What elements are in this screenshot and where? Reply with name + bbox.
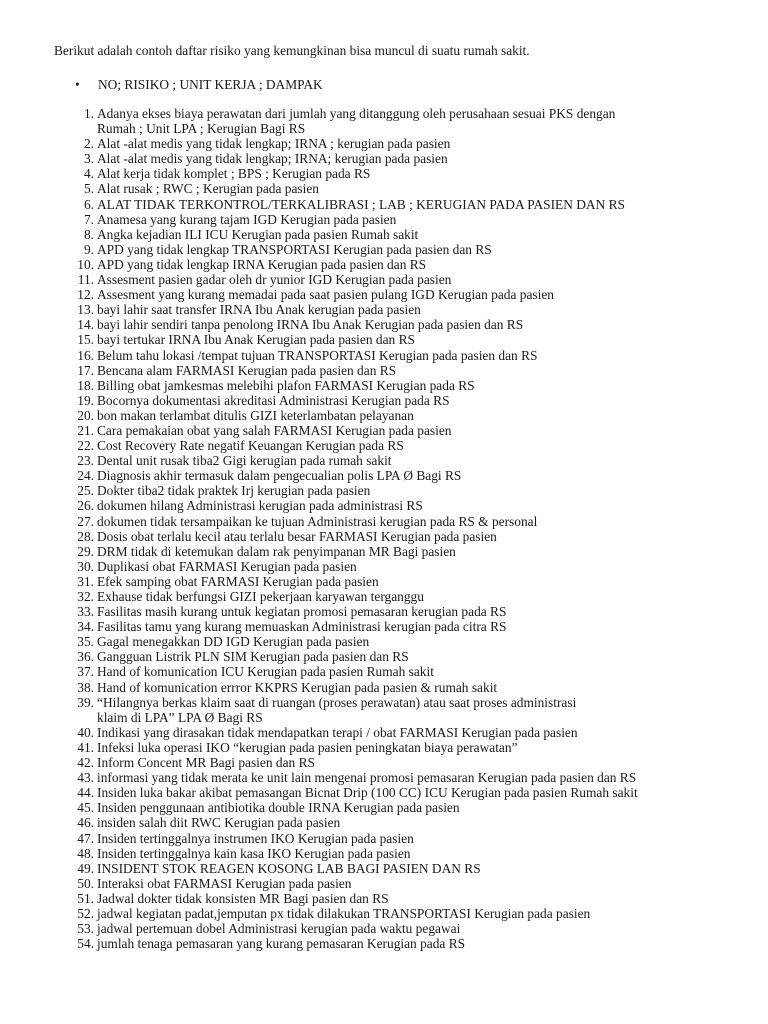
list-item-text: Hand of komunication ICU Kerugian pada pasien Rumah sakit <box>97 664 434 680</box>
list-item-text: Alat -alat medis yang tidak lengkap; IRNA ; kerugian pada pasien <box>97 136 451 152</box>
list-item <box>0 559 768 574</box>
column-header-text: NO; RISIKO ; UNIT KERJA ; DAMPAK <box>98 77 323 92</box>
list-item-text: informasi yang tidak merata ke unit lain mengenai promosi pemasaran Kerugian pada pasien dan RS <box>97 770 637 786</box>
list-item <box>0 604 768 619</box>
list-item <box>0 393 768 408</box>
list-item-text: Dosis obat terlalu kecil atau terlalu besar FARMASI Kerugian pada pasien <box>97 528 497 544</box>
intro-paragraph: Berikut adalah contoh daftar risiko yang kemungkinan bisa muncul di suatu rumah sakit. <box>54 43 530 58</box>
list-item-text: Duplikasi obat FARMASI Kerugian pada pasien <box>97 558 357 574</box>
list-item <box>0 725 768 740</box>
list-item-number: 8. <box>83 226 94 242</box>
list-item <box>0 468 768 483</box>
list-item-text: Dental unit rusak tiba2 Gigi kerugian pada rumah sakit <box>97 453 392 469</box>
list-item-number: 21. <box>77 422 94 438</box>
list-item-text: bayi lahir sendiri tanpa penolong IRNA Ibu Anak Kerugian pada pasien dan RS <box>97 317 524 333</box>
list-item-text: Angka kejadian ILI ICU Kerugian pada pasien Rumah sakit <box>97 226 419 242</box>
list-item <box>0 498 768 513</box>
list-item-text: Alat rusak ; RWC ; Kerugian pada pasien <box>97 181 320 197</box>
risk-list <box>0 106 768 951</box>
list-item <box>0 800 768 815</box>
list-item-text: Gangguan Listrik PLN SIM Kerugian pada pasien dan RS <box>97 649 409 665</box>
list-item-number: 50. <box>77 875 94 891</box>
list-item-number: 16. <box>77 347 94 363</box>
list-item <box>0 363 768 378</box>
list-item <box>0 378 768 393</box>
list-item <box>0 242 768 257</box>
list-item-text: Jadwal dokter tidak konsisten MR Bagi pasien dan RS <box>97 890 389 906</box>
list-item-text: DRM tidak di ketemukan dalam rak penyimpanan MR Bagi pasien <box>97 543 456 559</box>
list-item-text: Bocornya dokumentasi akreditasi Administrasi Kerugian pada RS <box>97 392 450 408</box>
list-item-number: 43. <box>77 770 94 786</box>
list-item-number: 11. <box>77 272 94 288</box>
list-item-number: 46. <box>77 815 94 831</box>
list-item-number: 36. <box>77 649 94 665</box>
list-item-number: 24. <box>77 468 94 484</box>
list-item-text: jadwal kegiatan padat,jemputan px tidak dilakukan TRANSPORTASI Kerugian pada pasien <box>97 905 591 921</box>
list-item <box>0 619 768 634</box>
list-item <box>0 106 768 136</box>
list-item-number: 31. <box>77 573 94 589</box>
list-item-text: Indikasi yang dirasakan tidak mendapatkan terapi / obat FARMASI Kerugian pada pasien <box>97 724 578 740</box>
list-item <box>0 740 768 755</box>
list-item-text: APD yang tidak lengkap TRANSPORTASI Kerugian pada pasien dan RS <box>97 241 492 257</box>
list-item-text: Billing obat jamkesmas melebihi plafon FARMASI Kerugian pada RS <box>97 377 475 393</box>
list-item-number: 32. <box>77 589 94 604</box>
list-item-number: 35. <box>77 634 94 650</box>
list-item-number: 20. <box>77 407 94 423</box>
list-item-number: 38. <box>77 679 94 695</box>
list-item <box>0 529 768 544</box>
list-item-number: 29. <box>77 543 94 559</box>
list-item-text: INSIDENT STOK REAGEN KOSONG LAB BAGI PASIEN DAN RS <box>97 860 481 876</box>
list-item-text: Adanya ekses biaya perawatan dari jumlah yang ditanggung oleh perusahaan sesuai PKS dengan Rumah ; Unit LPA ; Kerugian Bagi RS <box>97 106 616 137</box>
list-item-text: Assesment yang kurang memadai pada saat pasien pulang IGD Kerugian pada pasien <box>97 287 554 303</box>
list-item-number: 28. <box>77 528 94 544</box>
list-item-number: 3. <box>83 151 94 167</box>
list-item-number: 13. <box>77 302 94 318</box>
list-item-number: 25. <box>77 483 94 499</box>
list-item-text: Cost Recovery Rate negatif Keuangan Kerugian pada RS <box>97 438 404 454</box>
list-item-text: Hand of komunication errror KKPRS Kerugian pada pasien & rumah sakit <box>97 679 498 695</box>
list-item <box>0 846 768 861</box>
list-item-number: 19. <box>77 392 94 408</box>
list-item-text: jumlah tenaga pemasaran yang kurang pemasaran Kerugian pada RS <box>97 936 466 952</box>
list-item <box>0 785 768 800</box>
list-item-number: 44. <box>77 785 94 801</box>
list-item-number: 15. <box>77 332 94 348</box>
list-item-text: Alat -alat medis yang tidak lengkap; IRNA; kerugian pada pasien <box>97 151 448 167</box>
list-item-number: 6. <box>83 196 94 212</box>
list-item-text: Dokter tiba2 tidak praktek Irj kerugian pada pasien <box>97 483 371 499</box>
list-item-number: 10. <box>77 256 94 272</box>
list-item <box>0 589 768 604</box>
list-item-text: insiden salah diit RWC Kerugian pada pasien <box>97 815 341 831</box>
list-item <box>0 287 768 302</box>
list-item <box>0 332 768 347</box>
list-item <box>0 755 768 770</box>
list-item <box>0 302 768 317</box>
list-item-number: 53. <box>77 921 94 937</box>
list-item-text: Inform Concent MR Bagi pasien dan RS <box>97 755 315 771</box>
list-item-number: 14. <box>77 317 94 333</box>
list-item-number: 5. <box>83 181 94 197</box>
list-item-number: 23. <box>77 453 94 469</box>
list-item-number: 39. <box>77 694 94 710</box>
list-item <box>0 831 768 846</box>
list-item-number: 9. <box>83 241 94 257</box>
list-item <box>0 197 768 212</box>
list-item <box>0 544 768 559</box>
list-item <box>0 680 768 695</box>
list-item <box>0 408 768 423</box>
list-item-text: Insiden tertinggalnya kain kasa IKO Kerugian pada pasien <box>97 845 411 861</box>
list-item <box>0 861 768 876</box>
list-item <box>0 815 768 830</box>
list-item <box>0 272 768 287</box>
list-item <box>0 514 768 529</box>
list-item-number: 52. <box>77 905 94 921</box>
list-item-number: 7. <box>83 211 94 227</box>
list-item-text: Anamesa yang kurang tajam IGD Kerugian pada pasien <box>97 211 397 227</box>
list-item-text: Diagnosis akhir termasuk dalam pengecualian polis LPA Ø Bagi RS <box>97 468 462 484</box>
list-item <box>0 423 768 438</box>
list-item-text: Insiden penggunaan antibiotika double IRNA Kerugian pada pasien <box>97 800 460 816</box>
list-item-text: Insiden luka bakar akibat pemasangan Bicnat Drip (100 CC) ICU Kerugian pada pasien Rumah sakit <box>97 785 638 801</box>
bullet-icon: • <box>75 77 80 92</box>
list-item <box>0 695 768 725</box>
list-item-number: 1. <box>83 106 94 121</box>
list-item-number: 45. <box>77 800 94 816</box>
list-item <box>0 136 768 151</box>
list-item <box>0 257 768 272</box>
list-item-text: Cara pemakaian obat yang salah FARMASI Kerugian pada pasien <box>97 422 452 438</box>
list-item-number: 42. <box>77 755 94 771</box>
list-item <box>0 227 768 242</box>
list-item <box>0 317 768 332</box>
list-item-text: Assesment pasien gadar oleh dr yunior IGD Kerugian pada pasien <box>97 272 452 288</box>
list-item-number: 47. <box>77 830 94 846</box>
list-item-number: 40. <box>77 724 94 740</box>
list-item-text: dokumen tidak tersampaikan ke tujuan Administrasi kerugian pada RS & personal <box>97 513 538 529</box>
list-item-number: 2. <box>83 136 94 152</box>
list-item-text: Fasilitas masih kurang untuk kegiatan promosi pemasaran kerugian pada RS <box>97 604 507 620</box>
list-item-text: Efek samping obat FARMASI Kerugian pada pasien <box>97 573 379 589</box>
list-item-number: 18. <box>77 377 94 393</box>
list-item-text: jadwal pertemuan dobel Administrasi kerugian pada waktu pegawai <box>97 921 461 937</box>
list-item-number: 4. <box>83 166 94 182</box>
list-item-text: APD yang tidak lengkap IRNA Kerugian pada pasien dan RS <box>97 256 427 272</box>
list-item-text: Belum tahu lokasi /tempat tujuan TRANSPORTASI Kerugian pada pasien dan RS <box>97 347 538 363</box>
list-item <box>0 921 768 936</box>
list-item <box>0 453 768 468</box>
list-item-number: 22. <box>77 438 94 454</box>
list-item-number: 33. <box>77 604 94 620</box>
list-item-number: 17. <box>77 362 94 378</box>
list-item-number: 54. <box>77 936 94 952</box>
list-item-number: 12. <box>77 287 94 303</box>
list-item-text: bayi tertukar IRNA Ibu Anak Kerugian pada pasien dan RS <box>97 332 415 348</box>
list-item <box>0 770 768 785</box>
list-item <box>0 649 768 664</box>
list-item-text: Bencana alam FARMASI Kerugian pada pasien dan RS <box>97 362 397 378</box>
list-item-text: Insiden tertinggalnya instrumen IKO Kerugian pada pasien <box>97 830 414 846</box>
list-item-number: 34. <box>77 619 94 635</box>
list-item-text: dokumen hilang Administrasi kerugian pada administrasi RS <box>97 498 423 514</box>
list-item-text: bayi lahir saat transfer IRNA Ibu Anak kerugian pada pasien <box>97 302 421 318</box>
list-item <box>0 634 768 649</box>
list-item <box>0 876 768 891</box>
list-item-number: 51. <box>77 890 94 906</box>
list-item-text: “Hilangnya berkas klaim saat di ruangan (proses perawatan) atau saat proses administrasi klaim di LPA” LPA Ø Bagi RS <box>97 694 577 725</box>
list-item-text: Infeksi luka operasi IKO “kerugian pada pasien peningkatan biaya perawatan” <box>97 739 518 755</box>
list-item <box>0 181 768 196</box>
list-item-number: 49. <box>77 860 94 876</box>
list-item <box>0 574 768 589</box>
list-item <box>0 151 768 166</box>
list-item-text: bon makan terlambat ditulis GIZI keterlambatan pelayanan <box>97 407 414 423</box>
list-item-text: ALAT TIDAK TERKONTROL/TERKALIBRASI ; LAB ; KERUGIAN PADA PASIEN DAN RS <box>97 196 625 212</box>
list-item-text: Alat kerja tidak komplet ; BPS ; Kerugian pada RS <box>97 166 371 182</box>
list-item-number: 27. <box>77 513 94 529</box>
list-item-text: Gagal menegakkan DD IGD Kerugian pada pasien <box>97 634 370 650</box>
list-item-number: 30. <box>77 558 94 574</box>
list-item-number: 37. <box>77 664 94 680</box>
list-item <box>0 166 768 181</box>
list-item <box>0 936 768 951</box>
list-item-number: 41. <box>77 739 94 755</box>
list-item-text: Fasilitas tamu yang kurang memuaskan Administrasi kerugian pada citra RS <box>97 619 507 635</box>
list-item-text: Exhause tidak berfungsi GIZI pekerjaan karyawan terganggu <box>97 589 424 604</box>
list-item <box>0 891 768 906</box>
list-item <box>0 906 768 921</box>
list-item <box>0 664 768 679</box>
list-item <box>0 438 768 453</box>
list-item <box>0 483 768 498</box>
list-item <box>0 212 768 227</box>
list-item-text: Interaksi obat FARMASI Kerugian pada pasien <box>97 875 352 891</box>
list-item <box>0 348 768 363</box>
list-item-number: 48. <box>77 845 94 861</box>
list-item-number: 26. <box>77 498 94 514</box>
